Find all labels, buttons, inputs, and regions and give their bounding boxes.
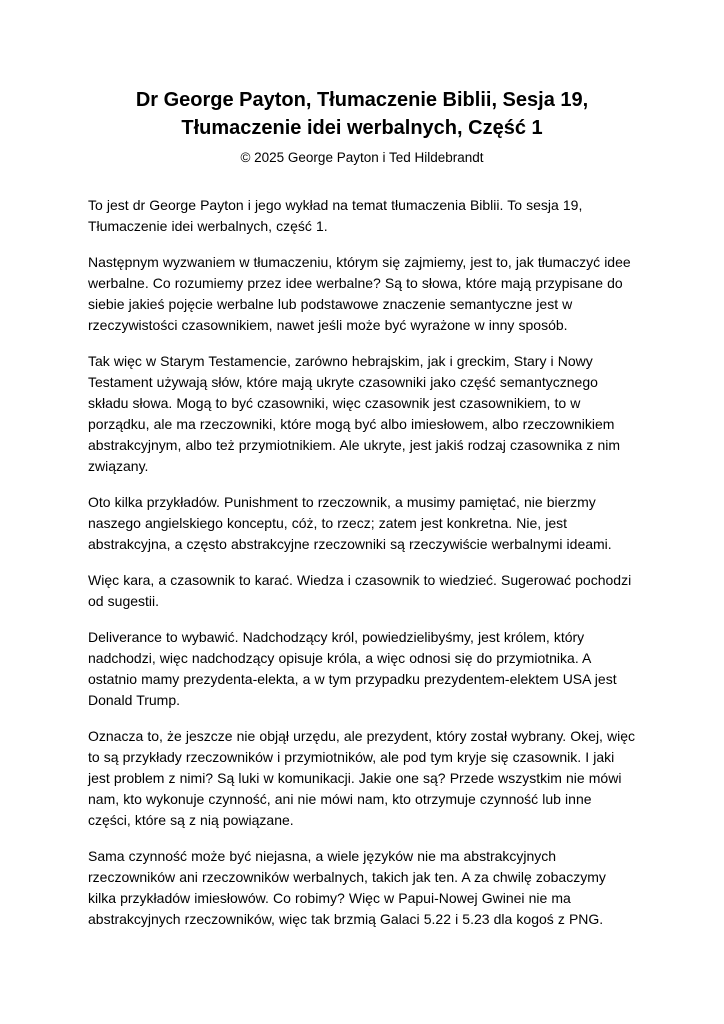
- paragraph-7: Oznacza to, że jeszcze nie objął urzędu, ale prezydent, który został wybrany. Okej, więc to są przykłady rzeczowników i przymiotników, ale pod tym kryje się czasownik. I jaki jest problem z nimi? Są luki w komunikacji. Jakie one są? Przede wszystkim nie mówi nam, kto wykonuje czynność, ani nie mówi nam, kto otrzymuje czynność lub inne części, które są z nią powiązane.: [88, 727, 636, 828]
- title-line-1: Dr George Payton, Tłumaczenie Biblii, Sesja 19,: [135, 89, 589, 111]
- title-line-2: Tłumaczenie idei werbalnych, Część 1: [181, 117, 543, 140]
- paragraph-3: Tak więc w Starym Testamencie, zarówno hebrajskim, jak i greckim, Stary i Nowy Testament używają słów, które mają ukryte czasowniki jako część semantycznego składu słowa. Mogą to być czasowniki, więc czasownik jest czasownikiem, to w porządku, ale ma rzeczowniki, które mogą być albo imiesłowem, albo rzeczownikiem abstrakcyjnym, albo też przymiotnikiem. Ale ukryte, jest jakiś rodzaj czasownika z nim związany.: [88, 352, 621, 474]
- document-body: [88, 195, 636, 930]
- paragraph-5: Więc kara, a czasownik to karać. Wiedza i czasownik to wiedzieć. Sugerować pochodzi od sugestii.: [88, 571, 632, 609]
- paragraph-1: To jest dr George Payton i jego wykład na temat tłumaczenia Biblii. To sesja 19, Tłumaczenie idei werbalnych, część 1.: [88, 196, 583, 234]
- paragraph-6: Deliverance to wybawić. Nadchodzący król, powiedzielibyśmy, jest królem, który nadchodzi, więc nadchodzący opisuje króla, a więc odnosi się do przymiotnika. A ostatnio mamy prezydenta-elekta, a w tym przypadku prezydentem-elektem USA jest Donald Trump.: [88, 628, 617, 708]
- paragraph-4: Oto kilka przykładów. Punishment to rzeczownik, a musimy pamiętać, nie bierzmy naszego angielskiego konceptu, cóż, to rzecz; zatem jest konkretna. Nie, jest abstrakcyjna, a często abstrakcyjne rzeczowniki są rzeczywiście werbalnymi ideami.: [88, 493, 612, 552]
- paragraph-2: Następnym wyzwaniem w tłumaczeniu, którym się zajmiemy, jest to, jak tłumaczyć idee werbalne. Co rozumiemy przez idee werbalne? Są to słowa, które mają przypisane do siebie jakieś pojęcie werbalne lub podstawowe znaczenie semantyczne jest w rzeczywistości czasownikiem, nawet jeśli może być wyrażone w inny sposób.: [88, 253, 631, 333]
- paragraph-8: Sama czynność może być niejasna, a wiele języków nie ma abstrakcyjnych rzeczowników ani rzeczowników werbalnych, takich jak ten. A za chwilę zobaczymy kilka przykładów imiesłowów. Co robimy? Więc w Papui-Nowej Gwinei nie ma abstrakcyjnych rzeczowników, więc tak brzmią Galaci 5.22 i 5.23 dla kogoś z PNG.: [88, 847, 606, 927]
- copyright-line: © 2025 George Payton i Ted Hildebrandt: [240, 149, 484, 165]
- page-title: [88, 86, 636, 143]
